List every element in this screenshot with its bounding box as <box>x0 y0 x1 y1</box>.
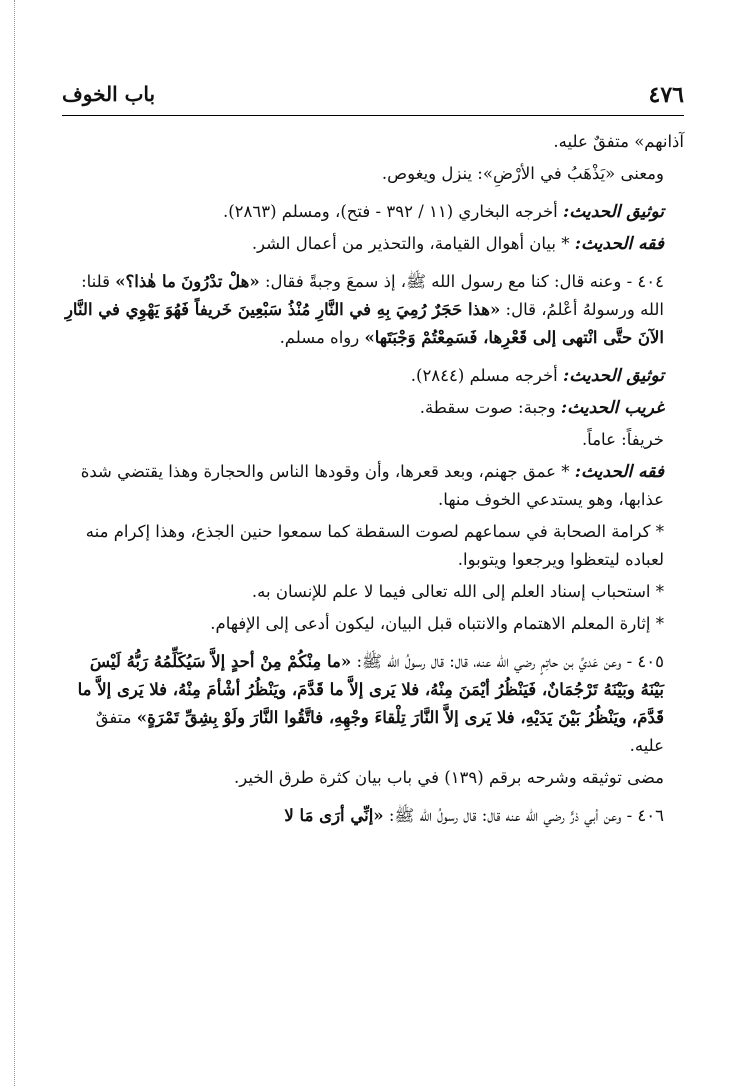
page-body <box>62 128 684 834</box>
paragraph-meaning: ومعنى «يَذْهَبُ في الأرْضِ»: ينزل ويغوص. <box>381 164 664 183</box>
paragraph-karama: * كرامة الصحابة في سماعهم لصوت السقطة كما سمعوا حنين الجذع، وهذا إكرام منه لعباده ليتعظوا ويرجعوا ويتوبوا. <box>85 522 664 569</box>
section-label: فقه الحديث: <box>574 234 664 254</box>
paragraph-reference-139: مضى توثيقه وشرحه برقم (١٣٩) في باب بيان كثرة طرق الخير. <box>234 768 664 787</box>
hadith-406: ٤٠٦ - وعن أبي ذرٍّ رضي الله عنه قال: قال رسولُ الله ﷺ: «إنِّي أرَى مَا لا <box>284 806 664 825</box>
paragraph-takhrij-403: توثيق الحديث: أخرجه البخاري (١١ / ٣٩٢ - فتح)، ومسلم (٢٨٦٣). <box>222 202 664 222</box>
section-label: فقه الحديث: <box>574 462 664 482</box>
header-divider <box>62 115 684 116</box>
section-label: توثيق الحديث: <box>563 202 664 222</box>
hadith-404: ٤٠٤ - وعنه قال: كنا مع رسول الله ﷺ، إذ سمعَ وجبةً فقال: «هلْ تدْرُونَ ما هٰذا؟» قلنا: الله ورسولهُ أعْلمُ، قال: «هذا حَجَرٌ رُمِيَ بِهِ في النَّارِ مُنْذُ سَبْعِينَ خَريفاً فَهُوَ يَهْوِي في النَّارِ الآنَ حتَّى انْتهى إلى قَعْرِها، فَسَمِعْتُمْ وَجْبَتَها» رواه مسلم. <box>64 272 664 347</box>
margin-dotted-line <box>14 0 15 1086</box>
page-header <box>62 76 684 112</box>
paragraph-fiqh-403: فقه الحديث: * بيان أهوال القيامة، والتحذير من أعمال الشر. <box>251 234 664 254</box>
paragraph-kharif: خريفاً: عاماً. <box>581 430 664 449</box>
hadith-text: «هذا حَجَرٌ رُمِيَ بِهِ في النَّارِ مُنْذُ سَبْعِينَ خَريفاً فَهُوَ يَهْوِي في النَّارِ الآنَ حتَّى انْتهى إلى قَعْرِها، فَسَمِعْتُمْ وَجْبَتَها» <box>64 300 664 347</box>
paragraph-continuation: آذانهم» متفقٌ عليه. <box>553 132 684 151</box>
section-label: توثيق الحديث: <box>563 366 664 386</box>
hadith-405: ٤٠٥ - وعن عَديِّ بن حاتِمٍ رضي الله عنه، قال: قال رسولُ الله ﷺ: «ما مِنْكُمْ مِنْ أحدٍ إلاَّ سَيُكَلِّمُهُ رَبُّهُ لَيْسَ بَيْنَهُ وبَيْنَهُ تَرْجُمَانٌ، فَيَنْظُرُ أيْمَنَ مِنْهُ، فلا يَرى إلاَّ ما قَدَّمَ، ويَنْظُرُ أشْأمَ مِنْهُ، فلا يَرى إلاَّ ما قَدَّمَ، ويَنْظُرُ بَيْنَ يَدَيْهِ، فلا يَرى إلاَّ النَّارَ تِلْقاءَ وجْهِهِ، فاتَّقُوا النَّارَ ولَوْ بِشِقِّ تَمْرَةٍ» متفقٌ عليه. <box>77 652 664 755</box>
hadith-text: «ما مِنْكُمْ مِنْ أحدٍ إلاَّ سَيُكَلِّمُهُ رَبُّهُ لَيْسَ بَيْنَهُ وبَيْنَهُ تَرْجُمَانٌ، فَيَنْظُرُ أيْمَنَ مِنْهُ، فلا يَرى إلاَّ ما قَدَّمَ، ويَنْظُرُ أشْأمَ مِنْهُ، فلا يَرى إلاَّ ما قَدَّمَ، ويَنْظُرُ بَيْنَ يَدَيْهِ، فلا يَرى إلاَّ النَّارَ تِلْقاءَ وجْهِهِ، فاتَّقُوا النَّارَ ولَوْ بِشِقِّ تَمْرَةٍ» <box>77 652 664 727</box>
chapter-title: باب الخوف <box>62 82 156 106</box>
paragraph-fiqh-404: فقه الحديث: * عمق جهنم، وبعد قعرها، وأن وقودها الناس والحجارة وهذا يقتضي شدة عذابها، وهو يستدعي الخوف منها. <box>80 462 664 509</box>
page-number: ٤٧٦ <box>648 82 684 108</box>
section-label: غريب الحديث: <box>560 398 664 418</box>
paragraph-istihbab: * استحباب إسناد العلم إلى الله تعالى فيما لا علم للإنسان به. <box>251 582 664 601</box>
hadith-text: «إنِّي أرَى مَا لا <box>284 806 384 825</box>
paragraph-ithara: * إثارة المعلم الاهتمام والانتباه قبل البيان، ليكون أدعى إلى الإفهام. <box>210 614 664 633</box>
paragraph-takhrij-404: توثيق الحديث: أخرجه مسلم (٢٨٤٤). <box>410 366 664 386</box>
paragraph-gharib-404: غريب الحديث: وجبة: صوت سقطة. <box>419 398 664 418</box>
